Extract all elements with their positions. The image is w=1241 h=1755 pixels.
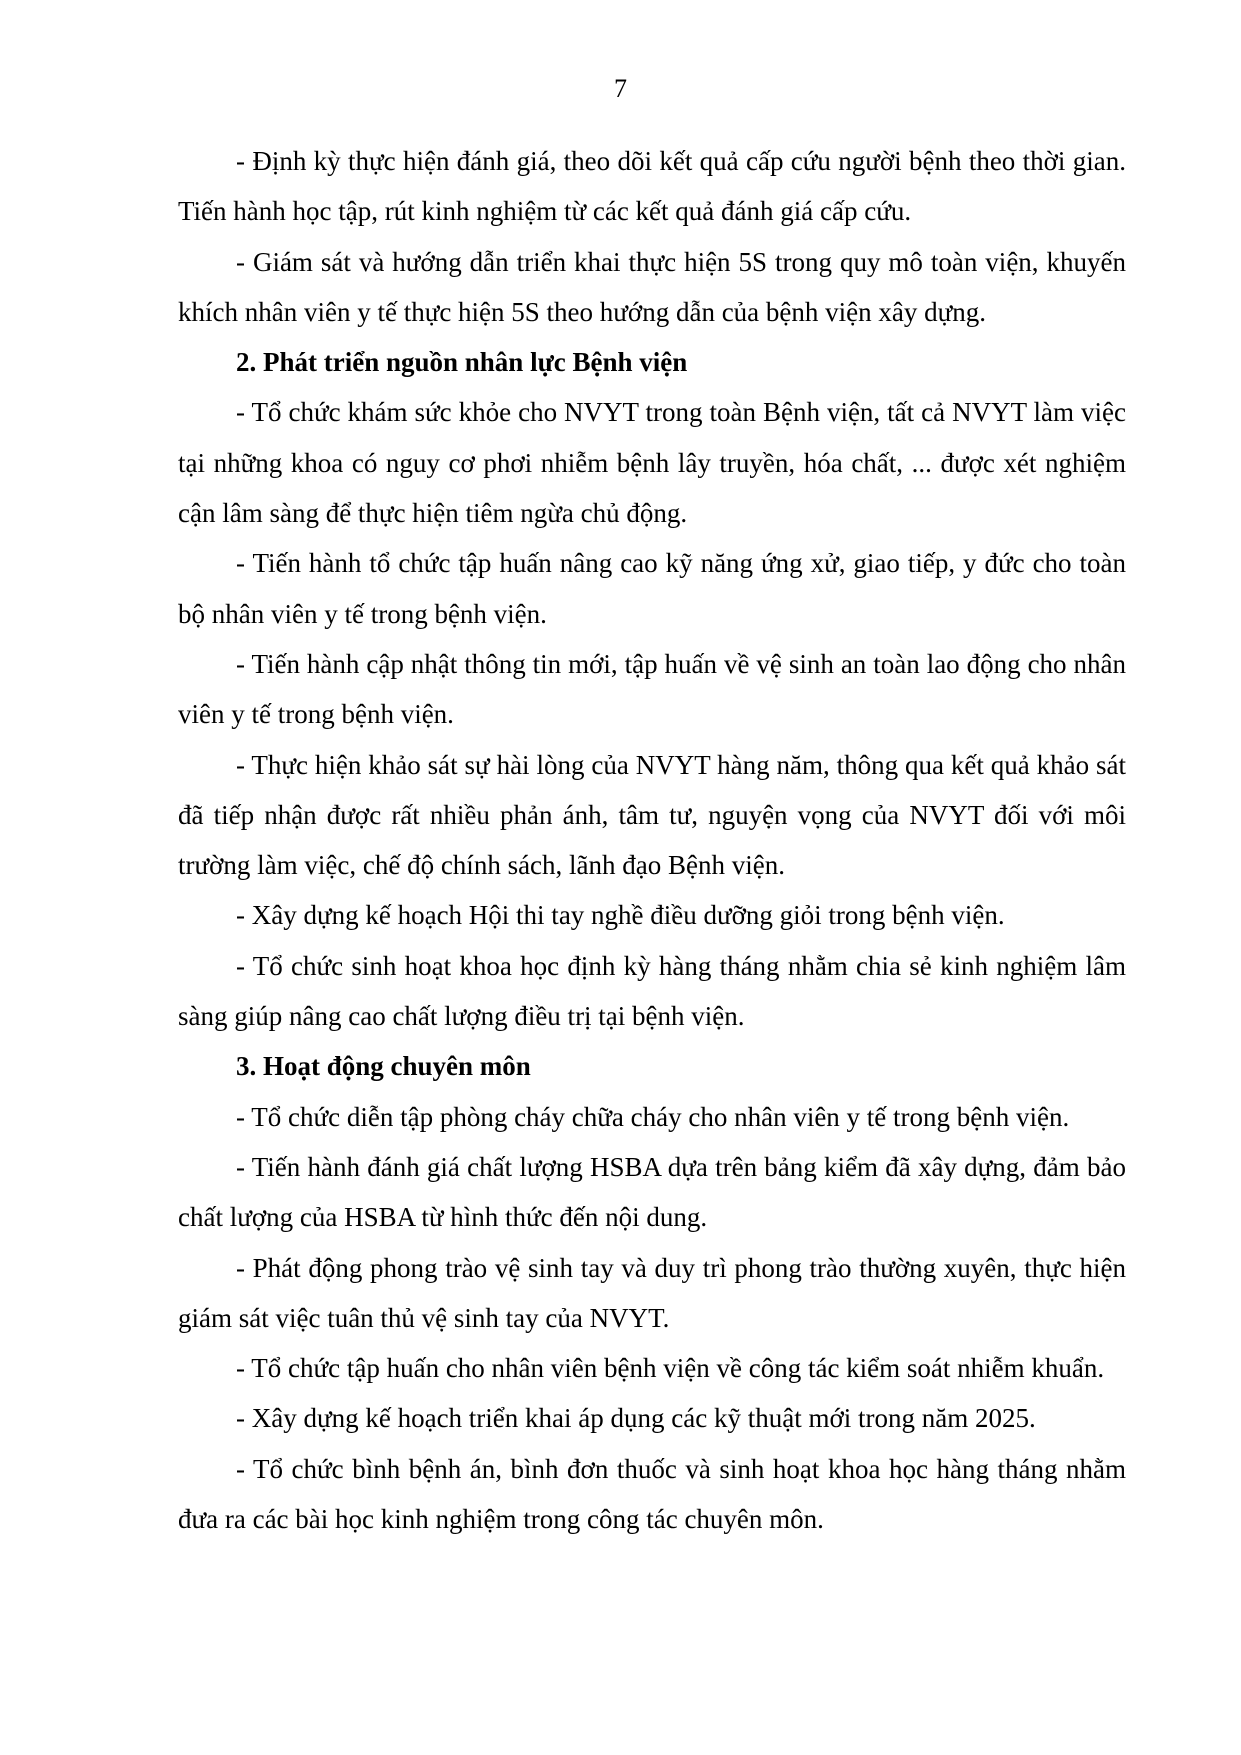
paragraph-nursing-contest: - Xây dựng kế hoạch Hội thi tay nghề điều dưỡng giỏi trong bệnh viện. — [236, 900, 1005, 931]
paragraph-health-check: - Tổ chức khám sức khỏe cho NVYT trong toàn Bệnh viện, tất cả NVYT làm việc tại những khoa có nguy cơ phơi nhiễm bệnh lây truyền, hóa chất, ... được xét nghiệm cận lâm sàng để thực hiện tiêm ngừa chủ động. — [178, 397, 1126, 529]
paragraph-satisfaction-survey: - Thực hiện khảo sát sự hài lòng của NVYT hàng năm, thông qua kết quả khảo sát đã tiếp nhận được rất nhiều phản ánh, tâm tư, nguyện vọng của NVYT đối với môi trường làm việc, chế độ chính sách, lãnh đạo Bệnh viện. — [178, 749, 1126, 881]
section-heading-human-resources: 2. Phát triển nguồn nhân lực Bệnh viện — [236, 347, 688, 378]
paragraph-case-review: - Tổ chức bình bệnh án, bình đơn thuốc và sinh hoạt khoa học hàng tháng nhằm đưa ra các bài học kinh nghiệm trong công tác chuyên môn. — [178, 1453, 1126, 1535]
paragraph-record-quality: - Tiến hành đánh giá chất lượng HSBA dựa trên bảng kiểm đã xây dựng, đảm bảo chất lượng của HSBA từ hình thức đến nội dung. — [178, 1151, 1126, 1233]
paragraph-infection-control: - Tổ chức tập huấn cho nhân viên bệnh viện về công tác kiểm soát nhiễm khuẩn. — [236, 1353, 1105, 1384]
paragraph-new-techniques: - Xây dựng kế hoạch triển khai áp dụng các kỹ thuật mới trong năm 2025. — [236, 1403, 1036, 1434]
paragraph-emergency-evaluation: - Định kỳ thực hiện đánh giá, theo dõi kết quả cấp cứu người bệnh theo thời gian. Tiến hành học tập, rút kinh nghiệm từ các kết quả đánh giá cấp cứu. — [178, 146, 1126, 227]
section-heading-professional-activities: 3. Hoạt động chuyên môn — [236, 1051, 531, 1082]
page-number: 7 — [614, 74, 627, 103]
paragraph-safety-training: - Tiến hành cập nhật thông tin mới, tập huấn về vệ sinh an toàn lao động cho nhân viên y tế trong bệnh viện. — [178, 648, 1126, 730]
paragraph-fire-drill: - Tổ chức diễn tập phòng cháy chữa cháy cho nhân viên y tế trong bệnh viện. — [236, 1101, 1070, 1132]
document-body — [178, 136, 1126, 1544]
paragraph-communication-training: - Tiến hành tổ chức tập huấn nâng cao kỹ năng ứng xử, giao tiếp, y đức cho toàn bộ nhân viên y tế trong bệnh viện. — [178, 548, 1126, 629]
paragraph-hand-hygiene: - Phát động phong trào vệ sinh tay và duy trì phong trào thường xuyên, thực hiện giám sát việc tuân thủ vệ sinh tay của NVYT. — [178, 1252, 1126, 1333]
paragraph-scientific-meetings: - Tổ chức sinh hoạt khoa học định kỳ hàng tháng nhằm chia sẻ kinh nghiệm lâm sàng giúp nâng cao chất lượng điều trị tại bệnh viện. — [178, 950, 1126, 1032]
paragraph-5s-supervision: - Giám sát và hướng dẫn triển khai thực hiện 5S trong quy mô toàn viện, khuyến khích nhân viên y tế thực hiện 5S theo hướng dẫn của bệnh viện xây dựng. — [178, 246, 1126, 327]
